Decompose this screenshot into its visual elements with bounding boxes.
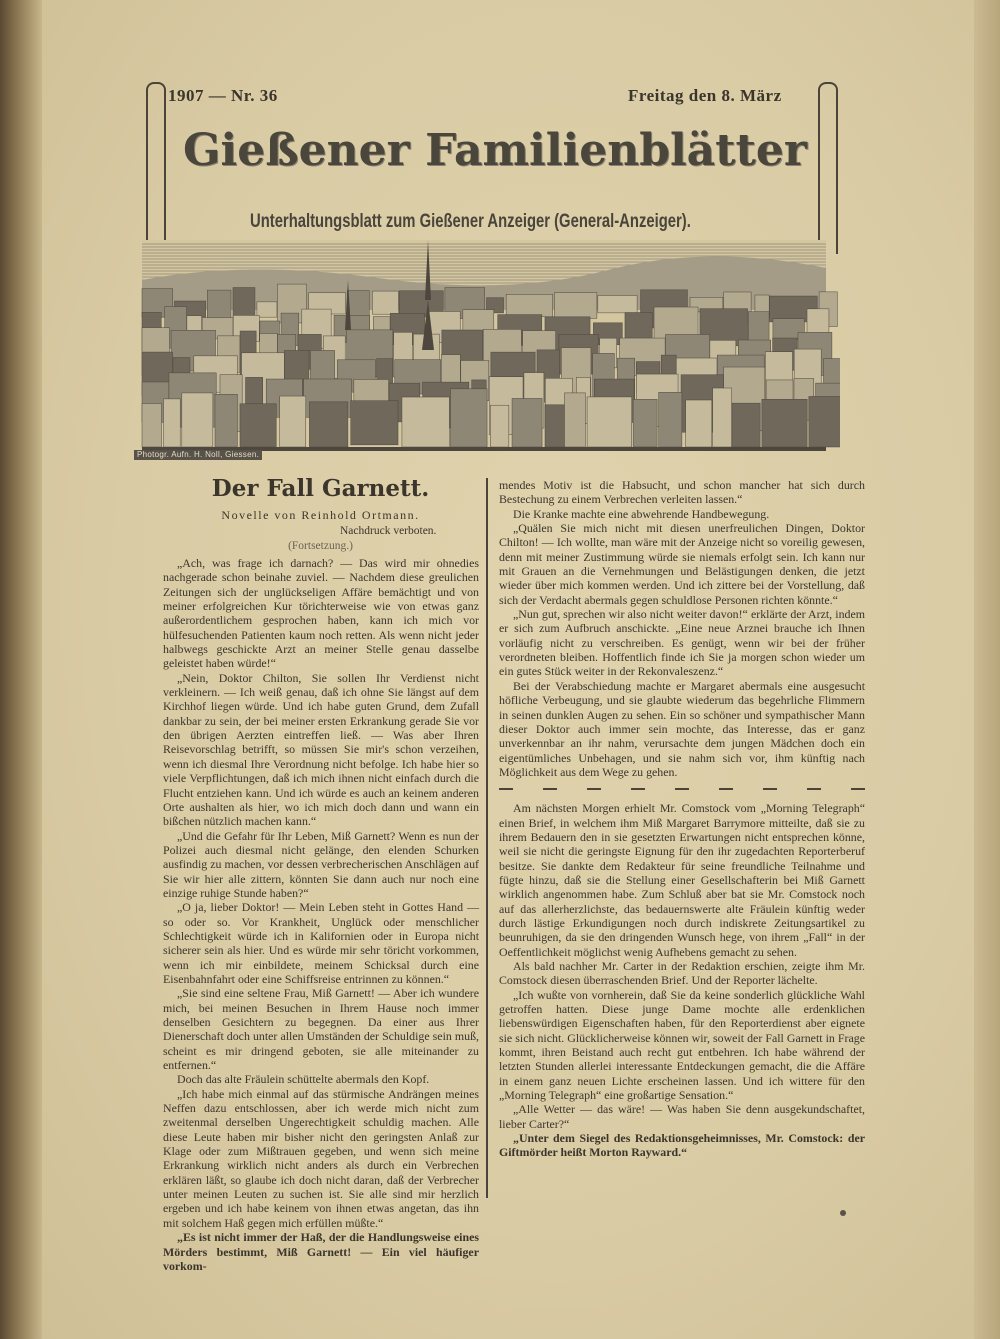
book-binding-edge [0,0,42,1339]
article-column-right [499,478,865,1160]
paragraph: „Ach, was frage ich darnach? — Das wird mir ohnedies nachgerade schon beinahe zuviel. — Nachdem diese greulichen Zeitungen sich der unglückseligen Affäre bemächtigt und von meiner erfolgreichen Kur törichterweise wie von etwas ganz außerordentlichem gesprochen haben, kann ich mich vor hülfesuchenden Patienten kaum noch retten. Als wenn nicht jeder halbwegs geschickte Arzt an meiner Stelle genau dasselbe geleistet haben würde!“ [163,556,479,671]
photo-caption: Photogr. Aufn. H. Noll, Giessen. [134,450,262,460]
issue-date: Freitag den 8. März [628,86,782,105]
article-byline: Novelle von Reinhold Ortmann. [221,508,420,522]
paragraph: Bei der Verabschiedung machte er Margaret abermals eine ausgesucht höfliche Verbeugung, und sie glaubte wiederum das begehrliche Flimmern in seinen dunklen Augen zu sehen. Ein so schöner und sympathischer Mann dieser Doktor auch immer sein mochte, das Interesse, das er ganz unverkennbar an ihr nahm, verursachte dem jungen Mädchen doch ein eigentümliches Unbehagen, und sie nahm sich vor, ihm künftig nach Möglichkeit aus dem Wege zu gehen. [499,678,865,779]
issue-number: 1907 — Nr. 36 [168,86,278,105]
city-engraving [128,240,840,462]
paragraph: „Quälen Sie mich nicht mit diesen unerfreulichen Dingen, Doktor Chilton! — Ich wollte, man wäre mit der Anzeige nicht so voreilig gewesen, denn mit meiner Zustimmung würde sie niemals erfolgt sein. Ich kann nur mit Grauen an die Vernehmungen und Belästigungen denken, die jetzt wieder über mich kommen werden. Und ich zittere bei der Vorstellung, daß sich der Verdacht abermals gegen schuldlose Personen richten könnte.“ [499,521,865,607]
paragraph: „Unter dem Siegel des Redaktionsgeheimnisses, Mr. Comstock: der Giftmörder heißt Morton Rayward.“ [499,1131,865,1160]
paragraph: Die Kranke machte eine abwehrende Handbewegung. [513,506,770,521]
paragraph: „Sie sind eine seltene Frau, Miß Garnett! — Aber ich wundere mich, bei meinen Besuchen in Ihrem Hause noch immer denselben Gesichtern zu begegnen. Da einer aus Ihrer Dienerschaft doch unter allen Umständen der Schuldige sein muß, scheint es mir dringend geboten, sie alle miteinander zu entfernen.“ [163,986,479,1073]
paragraph: „Nein, Doktor Chilton, Sie sollen Ihr Verdienst nicht verkleinern. — Ich weiß genau, daß ich ohne Sie längst auf dem Kirchhof liegen würde. Und ich habe guten Grund, dem Zufall dankbar zu sein, der bei meiner ersten Erkrankung gerade Sie vor den übrigen Aerzten eintreffen ließ. — Was aber Ihren Reisevorschlag betrifft, so müssen Sie mir's schon verzeihen, wenn ich diesmal Ihre Verordnung nicht befolge. Ich habe hier so viele Verpflichtungen, daß ich mich ihnen nicht einfach durch die Flucht entziehen kann. Und ich würde es auch an keinem anderen Orte aushalten als hier, wo ich mich doch dann und wann ein bißchen nützlich machen kann.“ [163,670,479,829]
paragraph: Am nächsten Morgen erhielt Mr. Comstock vom „Morning Telegraph“ einen Brief, in welchem ihm Miß Margaret Barrymore mitteilte, daß sie zu ihrem Bedauern den in sie gesetzten Erwartungen nicht entsprechen könne, weil sie nicht die geringste Eignung für den ihr zugedachten Reporterberuf besitze. Sie dankte dem Redakteur für seine freundliche Teilnahme und fügte hinzu, daß sie die Stellung einer Gesellschafterin bei Miß Garnett wirklich angenommen habe. Zum Schluß aber bat sie Mr. Comstock noch auf das allerherzlichste, das bedauernswerte alte Fräulein künftig weder durch lästige Erkundigungen noch durch indiskrete Zeitungsartikel zu beunruhigen, da sie den dringenden Wunsch hege, von ihrem „Fall“ in der Oeffentlichkeit möglichst wenig Aufhebens gemacht zu sehen. [499,801,865,959]
article-headline: Der Fall Garnett. [211,475,430,502]
paragraph: „Ich wußte von vornherein, daß Sie da keine sonderlich glückliche Wahl getroffen hatten. Diese junge Dame mochte alle erdenklichen liebenswürdigen Eigenschaften haben, für den Reporterdienst aber eignete sie sich nicht. Glücklicherweise können wir, soweit der Fall Garnett in Frage kommt, ihren Beistand auch recht gut entbehren. Ich habe während der letzten Stunden allerlei interessante Entdeckungen gemacht, die die Affäre in einem ganz neuen Lichte erscheinen lassen. Und ich wittere für den „Morning Telegraph“ eine großartige Sensation.“ [499,987,865,1103]
paragraph: „Alle Wetter — das wäre! — Was haben Sie denn ausgekundschaftet, lieber Carter?“ [499,1102,865,1131]
column-divider [486,478,488,1198]
article-column-left [163,556,479,1273]
ink-dot [840,1210,846,1216]
continuation-note: (Fortsetzung.) [288,540,353,552]
paragraph: Als bald nachher Mr. Carter in der Redaktion erschien, zeigte ihm Mr. Comstock diesen überraschenden Brief. Und der Reporter lächelte. [499,959,865,988]
paragraph: „Nun gut, sprechen wir also nicht weiter davon!“ erklärte der Arzt, indem er sich zum Aufbruch anschickte. „Eine neue Arznei brauche ich Ihnen vorläufig nicht zu verschreiben. Es genügt, wenn wir bei der früher verordneten bleiben. Hoffentlich finde ich Sie ja morgen schon wieder um ein gutes Stück weiter in der Rekonvaleszenz.“ [499,607,865,679]
section-break [499,782,865,796]
masthead-subtitle: Unterhaltungsblatt zum Gießener Anzeiger (General-Anzeiger). [250,211,691,232]
reprint-notice: Nachdruck verboten. [340,525,437,537]
paragraph: „O ja, lieber Doktor! — Mein Leben steht in Gottes Hand — so oder so. Vor Krankheit, Unglück oder menschlicher Schlechtigkeit würde ich in Kalifornien oder in Europa nicht sicherer sein als hier. Und es würde mir sehr töricht vorkommen, wenn ich mir einbildete, meinem Schicksal durch eine Eisenbahnfahrt oder eine Schiffsreise entrinnen zu können.“ [163,900,479,986]
paragraph: „Es ist nicht immer der Haß, der die Handlungsweise eines Mörders bestimmt, Miß Garnett! — Ein viel häufiger vorkom- [163,1230,479,1273]
paragraph: Doch das alte Fräulein schüttelte abermals den Kopf. [177,1072,430,1087]
masthead-title: Gießener Familienblätter [182,125,808,176]
page-right-edge [974,0,1000,1339]
paragraph: „Und die Gefahr für Ihr Leben, Miß Garnett? Wenn es nun der Polizei auch diesmal nicht gelänge, den elenden Schurken ausfindig zu machen, vor dessen verbrecherischen Anschlägen auf Sie wir hier alle zittern, könnten Sie dann auch nur noch eine einzige ruhige Stunde haben?“ [163,828,479,900]
paragraph: mendes Motiv ist die Habsucht, und schon mancher hat sich durch Bestechung zu einem Verbrechen verleiten lassen.“ [499,478,865,507]
paragraph: „Ich habe mich einmal auf das stürmische Andrängen meines Neffen dazu entschlossen, aber ich werde mich nicht zum zweitenmal derselben Ungerechtigkeit schuldig machen. Alle diese Leute haben mir bisher nicht den geringsten Anlaß zur Klage oder zum Mißtrauen gegeben, und wenn sich meine Erkrankung wirklich nicht anders als durch ein Verbrechen erklären läßt, so glaube ich doch nicht daran, daß der Verbrecher unter meinen Leuten zu suchen ist. Sie alle sind mir herzlich ergeben und ich habe keinem von ihnen etwas angetan, das ihn mit solchem Haß gegen mich erfüllen müßte.“ [163,1086,479,1230]
